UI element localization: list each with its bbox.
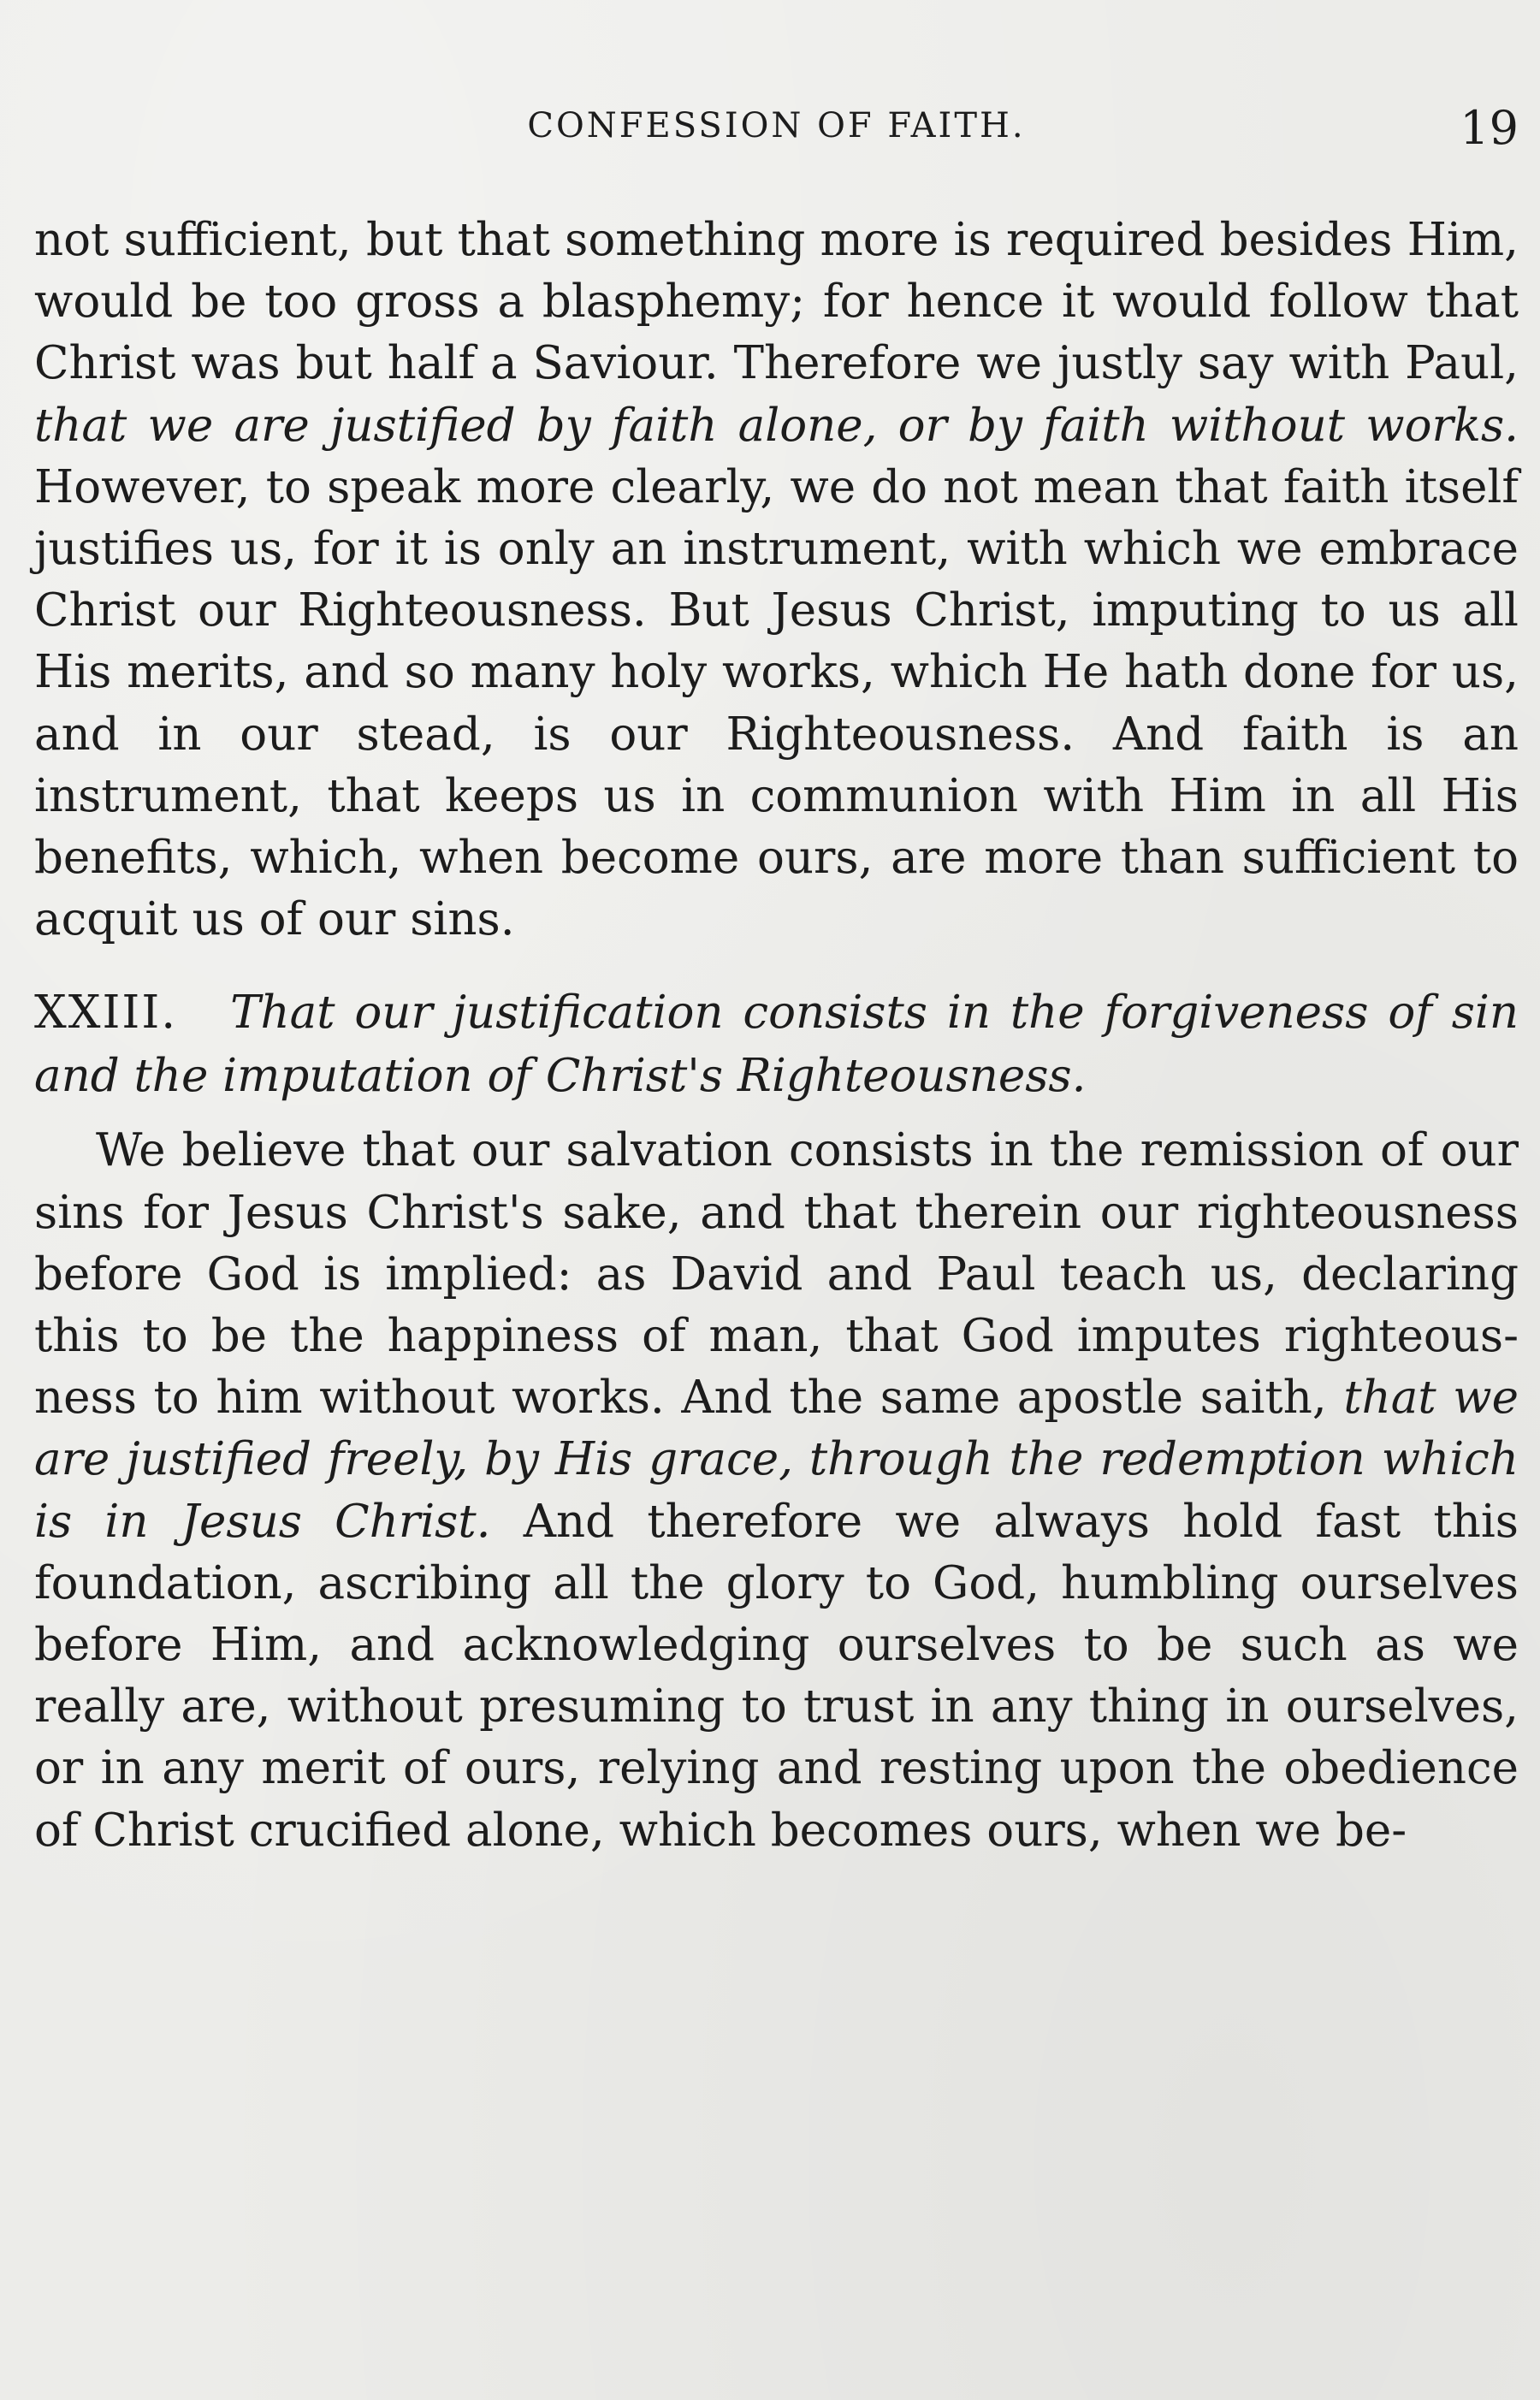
page-header: [34, 101, 1519, 161]
running-title: CONFESSION OF FAITH.: [527, 106, 1026, 145]
article-numeral: XXIII.: [34, 987, 178, 1040]
article-paragraph: [34, 1120, 1519, 1861]
article-title: That our justification consists in the forgiveness of sin and the imputation of Christ's Righteousness.: [34, 987, 1519, 1103]
page-number: 19: [1460, 101, 1519, 155]
article-heading: [34, 981, 1519, 1108]
italic-quotation: that we are justified by faith alone, or by faith without works.: [34, 399, 1519, 452]
page-body: [34, 210, 1519, 1862]
text-segment: We believe that our salvation consists in the remission of our sins for Jesus Christ's sake, and that therein our righteousness before God is implied: as David and Paul teach us, declaring this to be the happiness of man, that God imputes righteousness to him without works. And the same apostle saith,: [34, 1124, 1519, 1425]
continuation-paragraph: [34, 210, 1519, 951]
text-segment: However, to speak more clearly, we do not mean that faith itself justifies us, for it is only an instrument, with which we embrace Christ our Righteousness. But Jesus Christ, imputing to us all His merits, and so many holy works, which He hath done for us, and in our stead, is our Righteousness. And faith is an instrument, that keeps us in communion with Him in all His benefits, which, when become ours, are more than sufficient to acquit us of our sins.: [34, 460, 1519, 946]
italic-quotation: that we are justified freely, by His grace, through the redemption which is in Jesus Christ.: [34, 1372, 1519, 1548]
text-segment: not sufficient, but that something more is required besides Him, would be too gross a blasphemy; for hence it would follow that Christ was but half a Saviour. Therefore we justly say with Paul,: [34, 214, 1519, 390]
text-segment: And therefore we always hold fast this foundation, ascribing all the glory to God, humbling ourselves before Him, and acknowledging ourselves to be such as we really are, without presuming to trust in any thing in ourselves, or in any merit of ours, relying and resting upon the obedience of Christ crucified alone, which becomes ours, when we be-: [34, 1495, 1519, 1857]
